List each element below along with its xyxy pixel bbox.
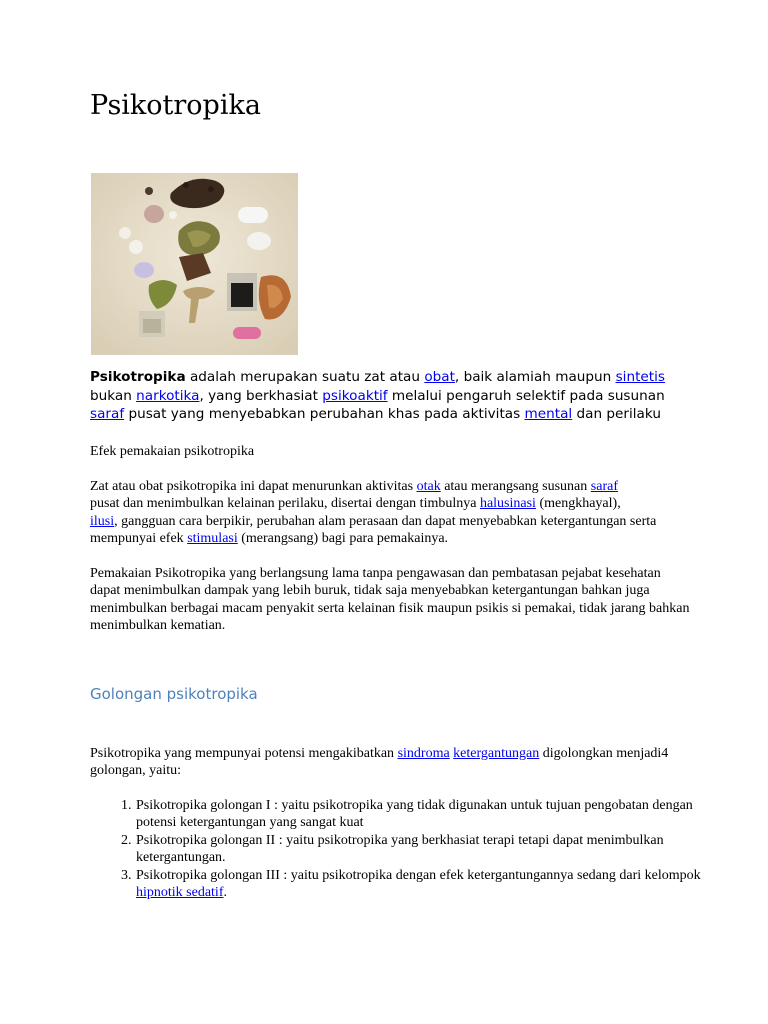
link-sindroma[interactable]: sindroma <box>397 746 450 761</box>
link-hipnotik-sedatif[interactable]: hipnotik sedatif <box>136 885 224 901</box>
link-halusinasi[interactable]: halusinasi <box>479 496 536 512</box>
link-otak[interactable]: otak <box>416 479 441 494</box>
link-mental[interactable]: mental <box>524 406 573 423</box>
link-saraf[interactable]: saraf <box>90 406 125 423</box>
link-ilusi[interactable]: ilusi <box>90 513 115 529</box>
golongan-heading: Golongan psikotropika <box>90 685 258 703</box>
efek-heading: Efek pemakaian psikotropika <box>90 444 255 459</box>
list-item: 2. Psikotropika golongan II : yaitu psikotropika yang berkhasiat terapi tetapi dapat menimbulkan ketergantungan. <box>135 832 715 867</box>
golongan-list <box>90 797 715 901</box>
link-ketergantungan[interactable]: ketergantungan <box>453 746 540 761</box>
efek-paragraph: Zat atau obat psikotropika ini dapat menurunkan aktivitas otak atau merangsang susunan saraf pusat dan menimbulkan kelainan perilaku, disertai dengan timbulnya halusinasi (mengkhayal), ilusi, gangguan cara berpikir, perubahan alam perasaan dan dapat menyebabkan ketergantungan serta mempunyai efek stimulasi (merangsang) bagi para pemakainya. <box>90 479 657 547</box>
drugs-photo <box>91 173 298 355</box>
intro-bold-term: Psikotropika <box>90 369 186 385</box>
golongan-intro: Psikotropika yang mempunyai potensi mengakibatkan sindroma ketergantungan digolongkan menjadi4 golongan, yaitu: <box>90 746 669 779</box>
link-sintetis[interactable]: sintetis <box>615 369 665 385</box>
link-saraf-2[interactable]: saraf <box>590 479 618 494</box>
link-stimulasi[interactable]: stimulasi <box>187 531 238 547</box>
list-item: 1. Psikotropika golongan I : yaitu psikotropika yang tidak digunakan untuk tujuan pengobatan dengan potensi ketergantungan yang sangat kuat <box>135 797 715 832</box>
page-title: Psikotropika <box>90 90 261 121</box>
intro-paragraph: Psikotropika adalah merupakan suatu zat atau obat, baik alamiah maupun sintetis bukan narkotika, yang berkhasiat psikoaktif melalui pengaruh selektif pada susunan saraf pusat yang menyebabkan perubahan khas pada aktivitas mental dan perilaku <box>90 369 665 423</box>
link-obat[interactable]: obat <box>424 369 455 385</box>
link-psikoaktif[interactable]: psikoaktif <box>322 387 388 404</box>
link-narkotika[interactable]: narkotika <box>136 387 200 404</box>
list-item: 3. Psikotropika golongan III : yaitu psikotropika dengan efek ketergantungannya sedang dari kelompok hipnotik sedatif. <box>135 867 715 902</box>
pemakaian-paragraph: Pemakaian Psikotropika yang berlangsung lama tanpa pengawasan dan pembatasan pejabat kesehatan dapat menimbulkan dampak yang lebih buruk, tidak saja menyebabkan ketergantungan bahkan juga menimbulkan berbagai macam penyakit serta kelainan fisik maupun psikis si pemakai, tidak jarang bahkan menimbulkan kematian. <box>90 566 690 634</box>
